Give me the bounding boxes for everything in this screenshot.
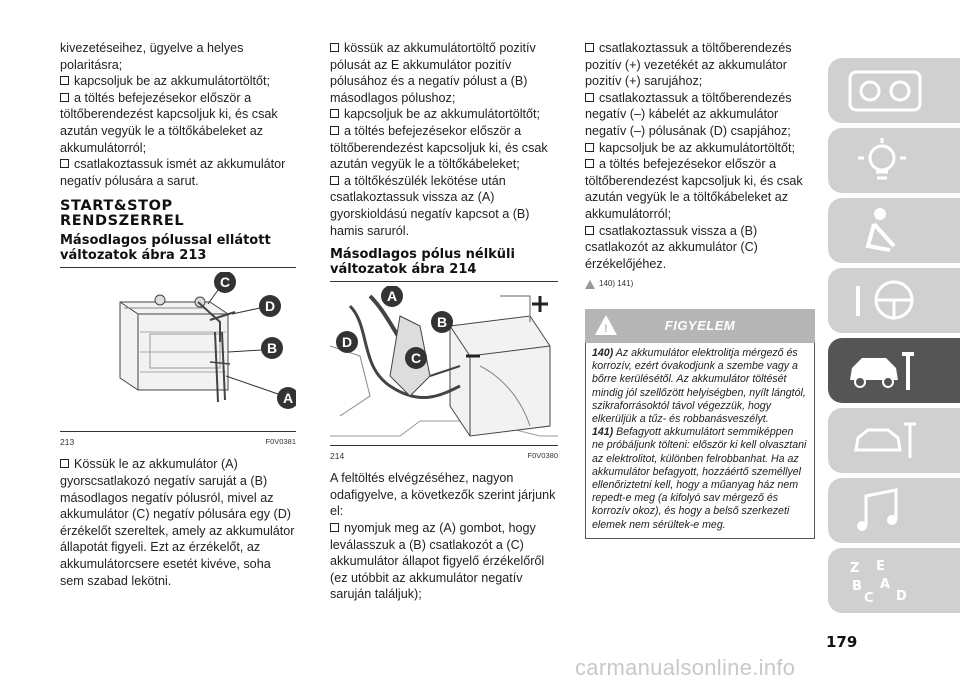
divider [330,281,558,282]
list-item: kapcsoljuk be az akkumulátortöltőt; [60,73,296,90]
tab-maintenance[interactable] [828,408,960,473]
column-right [585,40,815,539]
car-tools-icon [846,416,926,466]
warning-triangle-icon: ! [595,315,617,335]
watermark: carmanualsonline.info [575,655,796,680]
list-item: a töltés befejezésekor először a töltőberendezést kapcsoljuk ki, és csak azután vegyük le a töltőkábeleket; [330,123,548,172]
checkbox-bullet-icon [585,43,594,52]
tab-lights[interactable] [828,128,960,193]
alphabet-index-icon [846,556,926,606]
label-b-text: B [266,340,278,357]
tab-index[interactable] [828,548,960,613]
warning-triangle-icon [585,280,595,289]
list-item: csatlakoztassuk a töltőberendezés pozitív (+) vezetékét az akkumulátor pozitív (+) sarujához; [585,41,792,89]
svg-text:Z: Z [850,561,860,576]
list-item: csatlakoztassuk a töltőberendezés negatív (–) kábelét az akkumulátor negatív (–) pólusának (D) csapjához; [585,90,792,138]
battery-illustration [60,272,296,427]
checkbox-bullet-icon [60,459,69,468]
section-heading: START&STOP RENDSZERREL [60,198,185,230]
seat-belt-icon [846,206,926,256]
checkbox-bullet-icon [585,93,594,102]
svg-text:B: B [852,579,862,594]
label-c-text: C [219,274,231,291]
figure-caption [330,450,558,462]
warning-item: 141) Befagyott akkumulátort semmiképpen ne próbáljunk tölteni: először ki kell olvasztani az elektrolitot, különben felrobbanhat. Ha az akkumulátor befagyott, hozzáértő személlyel ellenőriztetni kell, hogy a műanyag ház nem repedt-e meg (a kifolyó sav mérgező és korrozív okoz), és hogy a belső szerkezeti elemek nem sérültek-e meg. [592,426,807,531]
battery-sensor-illustration [330,286,558,441]
divider [60,267,296,268]
svg-text:E: E [876,559,885,574]
paragraph: kivezetéseihez, ügyelve a helyes polaritásra; [60,41,244,72]
list-item: nyomjuk meg az (A) gombot, hogy leválasszuk a (B) csatlakozót a (C) akkumulátor állapot figyelő érzékelőről (ez utóbbit az akkumulátor negatív saruján találjuk); [330,520,545,602]
label-b-text: B [436,314,448,331]
figure-code: F0V0380 [527,451,558,461]
list-item: csatlakoztassuk vissza a (B) csatlakozót az akkumulátor (C) érzékelőjéhez. [585,223,758,271]
list-item: a töltés befejezésekor először a töltőberendezést kapcsoljuk ki, és csak azután vegyük le a töltőkábeleket az akkumulátorról; [585,157,803,221]
subsection-heading: Másodlagos pólussal ellátott változatok ábra 213 [60,233,271,264]
tab-multimedia[interactable] [828,478,960,543]
list-item: kapcsoljuk be az akkumulátortöltőt; [330,106,558,123]
checkbox-bullet-icon [585,159,594,168]
svg-text:A: A [880,577,891,592]
warning-references: 140) 141) [585,276,815,293]
svg-text:D: D [896,589,907,604]
list-item: kapcsoljuk be az akkumulátortöltőt; [585,140,815,157]
figure-number: 214 [330,451,345,462]
svg-text:C: C [864,591,874,606]
label-a-text: A [282,390,294,407]
divider [60,431,296,432]
label-d-text: D [341,334,353,351]
page-number: 179 [826,633,858,651]
label-c-text: C [410,350,422,367]
warning-header [585,309,815,343]
warning-box [585,343,815,539]
light-bulb-icon [846,136,926,186]
checkbox-bullet-icon [60,159,69,168]
tab-safety[interactable] [828,198,960,263]
car-wrench-icon [846,346,926,396]
checkbox-bullet-icon [330,176,339,185]
paragraph: A feltöltés elvégzéséhez, nagyon odafigyelve, a következők szerint járjunk el: [330,471,556,519]
music-note-icon [846,486,926,536]
steering-wheel-icon [846,276,926,326]
tab-dashboard[interactable] [828,58,960,123]
warning-item: 140) Az akkumulátor elektrolitja mérgező és korrozív, ezért óvakodjunk a szembe vagy a bőrre kerülésétől. Az akkumulátor töltését mindig jól szellőzött helyiségben, nyílt lángtól, szikraforrásoktól távol végezzük, hogy elkerüljük a tűz- és robbanásveszélyt. [592,346,806,425]
list-item: a töltés befejezésekor először a töltőberendezést kapcsoljuk ki, és csak azután vegyük le a töltőkábeleket az akkumulátorról; [60,90,278,155]
list-item: Kössük le az akkumulátor (A) gyorscsatlakozó negatív saruját a (B) másodlagos negatív pólusról, mivel az akkumulátor (C) negatív pólusára egy (D) érzékelőt szereltek, amely az akkumulátor állapotát figyeli. Ezt az érzékelőt, az akkumulátorcsere esetét kivéve, soha sem szabad lekötni. [60,457,295,588]
column-left [60,40,296,589]
tab-emergency[interactable] [828,338,960,403]
checkbox-bullet-icon [585,143,594,152]
list-item: kössük az akkumulátortöltő pozitív pólusát az E akkumulátor pozitív pólusához és a negatív pólust a (B) másodlagos pólushoz; [330,41,536,105]
subsection-heading: Másodlagos pólus nélküli változatok ábra 214 [330,247,515,278]
label-a-text: A [386,288,398,305]
figure-caption [60,436,296,448]
checkbox-bullet-icon [330,523,339,532]
label-d-text: D [264,298,276,315]
checkbox-bullet-icon [330,126,339,135]
figure-number: 213 [60,437,75,448]
checkbox-bullet-icon [330,43,339,52]
checkbox-bullet-icon [60,93,69,102]
divider [330,445,558,446]
tab-starting-driving[interactable] [828,268,960,333]
column-middle [330,40,558,603]
checkbox-bullet-icon [585,226,594,235]
checkbox-bullet-icon [330,109,339,118]
figure-code: F0V0381 [265,437,296,447]
warning-title: FIGYELEM [664,317,736,333]
figure-213 [60,272,296,427]
list-item: csatlakoztassuk ismét az akkumulátor negatív pólusára a sarut. [60,157,286,188]
chapter-tabs [828,58,960,608]
list-item: a töltőkészülék lekötése után csatlakoztassuk vissza az (A) gyorskioldású negatív kapcsot a (B) hamis saruról. [330,173,530,238]
dashboard-icon [846,66,926,116]
figure-214 [330,286,558,441]
checkbox-bullet-icon [60,76,69,85]
